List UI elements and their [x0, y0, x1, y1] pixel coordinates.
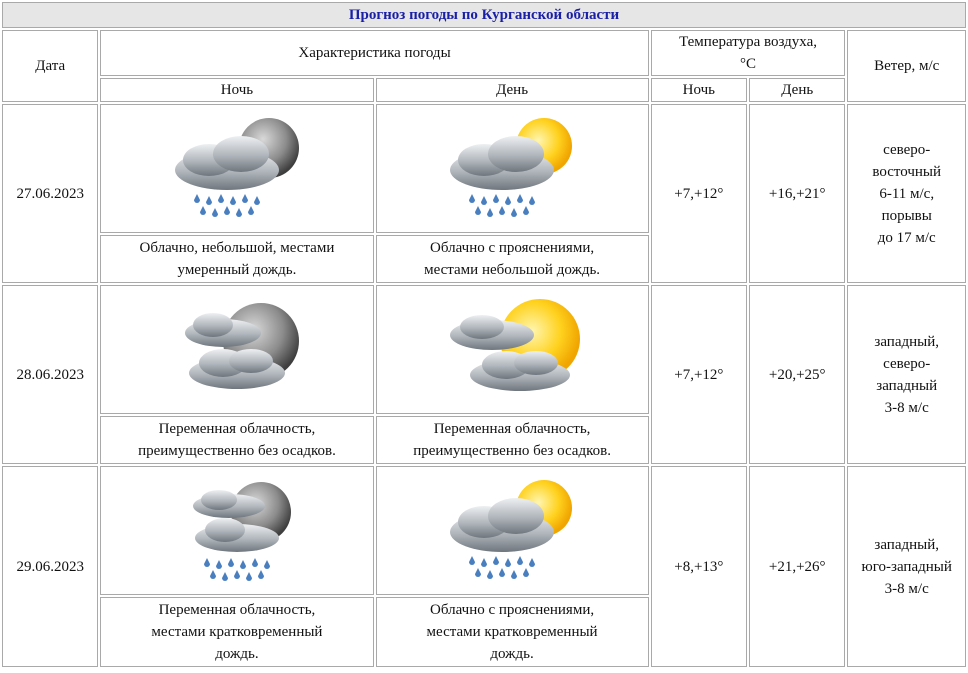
clouds-moon-rain-icon [157, 476, 317, 586]
row-date: 27.06.2023 [2, 104, 98, 283]
desc-line: преимущественно без осадков. [413, 443, 611, 459]
header-wind: Ветер, м/с [847, 30, 966, 102]
cloud-sun-rain-icon [432, 114, 592, 224]
day-icon-cell [376, 104, 649, 233]
wind-cell [847, 466, 966, 667]
wind-line: 3-8 м/с [884, 580, 929, 597]
desc-line: преимущественно без осадков. [138, 443, 336, 459]
temp-night: +8,+13° [651, 466, 747, 667]
night-description [100, 597, 373, 667]
desc-line: Облачно с прояснениями, [430, 240, 595, 256]
clouds-sun-icon [432, 295, 592, 405]
desc-line: дождь. [215, 646, 259, 662]
wind-line: порывы [881, 207, 932, 224]
desc-line: Облачно с прояснениями, [430, 602, 595, 618]
table-row [2, 466, 966, 595]
day-description [376, 235, 649, 283]
table-row [2, 285, 966, 414]
cloud-moon-rain-icon [157, 114, 317, 224]
wind-line: 3-8 м/с [884, 399, 929, 416]
night-description [100, 235, 373, 283]
wind-line: западный, [874, 333, 939, 350]
wind-line: северо- [883, 141, 931, 158]
temp-night: +7,+12° [651, 104, 747, 283]
header-temperature-line2: °С [740, 56, 757, 72]
night-description [100, 416, 373, 464]
header-day: День [376, 78, 649, 102]
desc-line: Облачно, небольшой, местами [139, 240, 335, 256]
header-temperature-line1: Температура воздуха, [679, 34, 817, 50]
wind-cell [847, 285, 966, 464]
row-date: 29.06.2023 [2, 466, 98, 667]
wind-line: западный, [874, 536, 939, 553]
night-icon-cell [100, 285, 373, 414]
desc-line: Переменная облачность, [433, 421, 591, 437]
wind-line: 6-11 м/с, [879, 185, 935, 202]
desc-line: местами кратковременный [426, 624, 598, 640]
night-icon-cell [100, 466, 373, 595]
header-date: Дата [2, 30, 98, 102]
wind-line: северо- [883, 355, 931, 372]
header-night: Ночь [100, 78, 373, 102]
cloud-sun-rain-icon [432, 476, 592, 586]
row-date: 28.06.2023 [2, 285, 98, 464]
temp-day: +21,+26° [749, 466, 845, 667]
night-icon-cell [100, 104, 373, 233]
temp-night: +7,+12° [651, 285, 747, 464]
day-description [376, 416, 649, 464]
temp-day: +20,+25° [749, 285, 845, 464]
wind-cell [847, 104, 966, 283]
day-icon-cell [376, 285, 649, 414]
table-title: Прогноз погоды по Курганской области [2, 2, 966, 28]
header-temp-day: День [749, 78, 845, 102]
day-description [376, 597, 649, 667]
header-temperature [651, 30, 846, 76]
wind-line: до 17 м/с [877, 229, 936, 246]
clouds-moon-icon [157, 295, 317, 405]
desc-line: местами кратковременный [151, 624, 323, 640]
desc-line: дождь. [490, 646, 534, 662]
wind-line: восточный [872, 163, 942, 180]
desc-line: умеренный дождь. [177, 262, 297, 278]
desc-line: Переменная облачность, [158, 602, 316, 618]
desc-line: местами небольшой дождь. [424, 262, 601, 278]
temp-day: +16,+21° [749, 104, 845, 283]
wind-line: западный [876, 377, 938, 394]
header-weather: Характеристика погоды [100, 30, 648, 76]
desc-line: Переменная облачность, [158, 421, 316, 437]
wind-line: юго-западный [861, 558, 952, 575]
day-icon-cell [376, 466, 649, 595]
table-row [2, 104, 966, 233]
header-temp-night: Ночь [651, 78, 747, 102]
